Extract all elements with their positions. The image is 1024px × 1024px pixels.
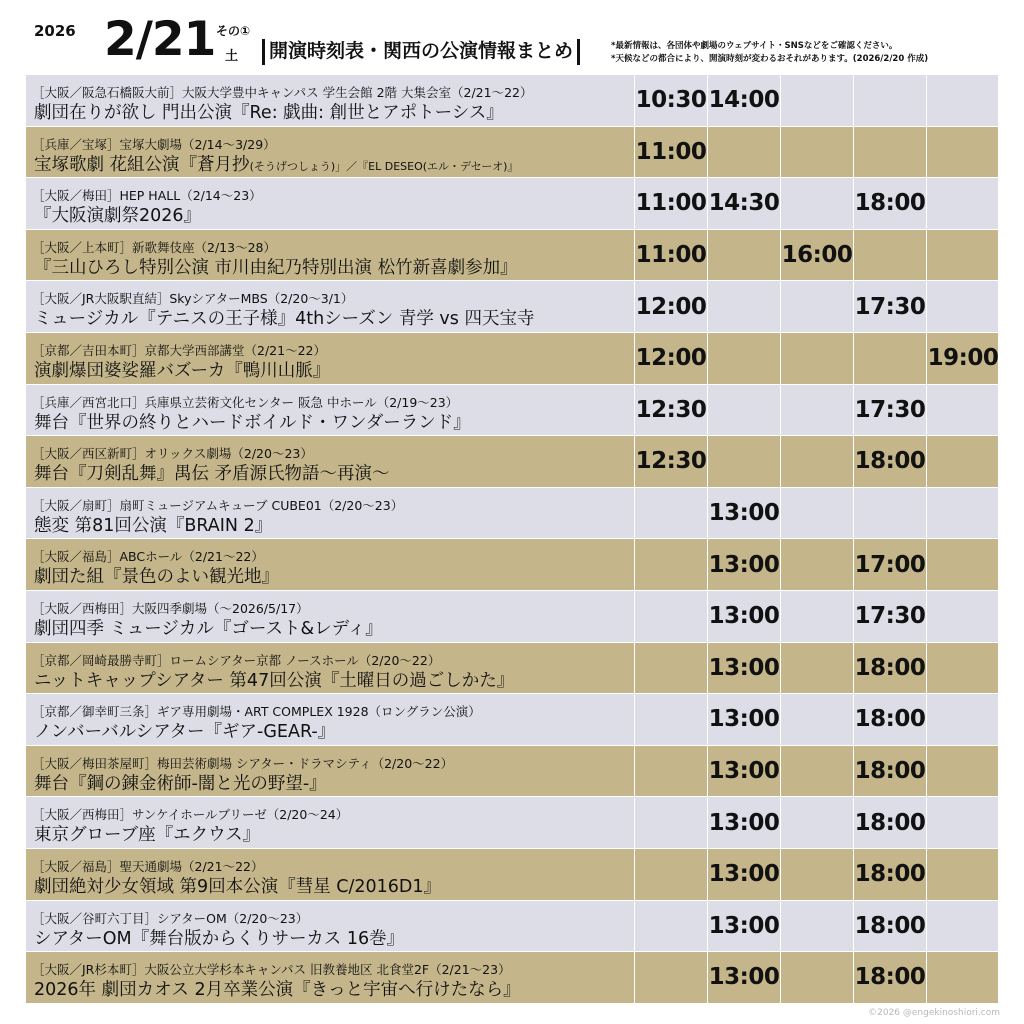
show-title (34, 254, 518, 279)
time-cell (707, 230, 780, 281)
time-cell (853, 230, 926, 281)
time-cell: 11:00 (634, 230, 707, 281)
page-title (258, 36, 584, 65)
time-cell: 18:00 (853, 849, 926, 900)
time-cell: 12:30 (634, 436, 707, 487)
time-cell (780, 75, 853, 126)
time-cell: 13:00 (707, 643, 780, 694)
time-cell (707, 333, 780, 384)
time-cell (707, 436, 780, 487)
time-cell (634, 746, 707, 797)
time-cell: 12:30 (634, 385, 707, 436)
show-info (26, 539, 634, 590)
venue-label: ［京都／吉田本町］京都大学西部講堂（2/21〜22） (32, 342, 326, 358)
time-cell: 18:00 (853, 797, 926, 848)
venue-label: ［京都／岡崎最勝寺町］ロームシアター京都 ノースホール（2/20〜22） (32, 652, 441, 668)
time-cell (926, 436, 999, 487)
table-row (26, 385, 998, 437)
table-row (26, 901, 998, 953)
table-row (26, 488, 998, 540)
show-title (34, 873, 441, 898)
time-cell (707, 127, 780, 178)
time-cell (634, 797, 707, 848)
venue-label: ［大阪／上本町］新歌舞伎座（2/13〜28） (32, 239, 276, 255)
show-title-note: (そうげつしょう)」／『EL DESEO(エル・デセーオ)』 (249, 159, 519, 173)
time-cell (780, 436, 853, 487)
show-title-text: 劇団四季 ミュージカル『ゴースト&レディ』 (34, 618, 383, 639)
show-title (34, 357, 330, 382)
table-row (26, 230, 998, 282)
venue-label: ［大阪／扇町］扇町ミュージアムキューブ CUBE01（2/20〜23） (32, 497, 404, 513)
time-cell: 13:00 (707, 952, 780, 1003)
part-label: その① (216, 24, 251, 38)
time-cell (634, 488, 707, 539)
show-info (26, 75, 634, 126)
time-cell (780, 746, 853, 797)
time-cell: 14:30 (707, 178, 780, 229)
time-cell: 17:30 (853, 591, 926, 642)
time-cell (926, 849, 999, 900)
show-info (26, 230, 634, 281)
time-cell (634, 539, 707, 590)
time-cell (780, 643, 853, 694)
table-row (26, 694, 998, 746)
venue-label: ［大阪／西梅田］サンケイホールブリーゼ（2/20〜24） (32, 807, 349, 823)
time-cell (926, 591, 999, 642)
table-row (26, 952, 998, 1004)
show-title (34, 770, 327, 795)
note-line: *天候などの都合により、開演時刻が変わるおそれがあります。(2026/2/20 作成) (611, 54, 929, 64)
time-cell (780, 385, 853, 436)
table-row (26, 127, 998, 179)
note-line: *最新情報は、各団体や劇場のウェブサイト・SNSなどをご確認ください。 (611, 41, 898, 51)
time-cell (926, 385, 999, 436)
time-cell (780, 333, 853, 384)
show-title-text: 舞台『世界の終りとハードボイルド・ワンダーランド』 (34, 412, 471, 433)
show-title-text: 宝塚歌劇 花組公演『蒼月抄 (34, 154, 250, 175)
time-cell: 14:00 (707, 75, 780, 126)
venue-label: ［大阪／梅田］HEP HALL（2/14〜23） (32, 188, 262, 204)
schedule-table (26, 75, 998, 1004)
time-cell (634, 952, 707, 1003)
show-title (34, 976, 521, 1001)
show-info (26, 488, 634, 539)
show-title (34, 202, 201, 227)
venue-label: ［兵庫／宝塚］宝塚大劇場（2/14〜3/29） (32, 136, 276, 152)
time-cell (926, 797, 999, 848)
show-info (26, 746, 634, 797)
table-row (26, 75, 998, 127)
show-title-text: ノンバーバルシアター『ギア-GEAR-』 (34, 722, 336, 743)
time-cell (634, 849, 707, 900)
venue-label: ［大阪／JR大阪駅直結］SkyシアターMBS（2/20〜3/1） (32, 291, 354, 307)
time-cell: 13:00 (707, 901, 780, 952)
time-cell: 13:00 (707, 694, 780, 745)
time-cell: 12:00 (634, 281, 707, 332)
time-cell (926, 746, 999, 797)
header (0, 0, 1024, 75)
show-info (26, 643, 634, 694)
show-title (34, 460, 390, 485)
show-title-text: 舞台『刀剣乱舞』禺伝 矛盾源氏物語〜再演〜 (34, 464, 390, 485)
time-cell: 18:00 (853, 178, 926, 229)
time-cell (853, 127, 926, 178)
time-cell: 13:00 (707, 797, 780, 848)
time-cell: 16:00 (780, 230, 853, 281)
time-cell: 11:00 (634, 127, 707, 178)
time-cell: 13:00 (707, 746, 780, 797)
show-title (34, 615, 383, 640)
venue-label: ［大阪／福島］ABCホール（2/21〜22） (32, 549, 264, 565)
show-title-text: 劇団絶対少女領域 第9回本公演『彗星 C/2016D1』 (34, 876, 442, 897)
table-row (26, 539, 998, 591)
time-cell (926, 694, 999, 745)
show-title-text: 2026年 劇団カオス 2月卒業公演『きっと宇宙へ行けたなら』 (34, 980, 521, 1001)
show-info (26, 178, 634, 229)
time-cell (853, 75, 926, 126)
time-cell: 17:30 (853, 281, 926, 332)
time-cell (780, 591, 853, 642)
show-info (26, 436, 634, 487)
show-title-text: 舞台『鋼の錬金術師-闇と光の野望-』 (34, 773, 327, 794)
show-info (26, 591, 634, 642)
time-cell: 17:30 (853, 385, 926, 436)
time-cell: 13:00 (707, 539, 780, 590)
show-title-text: 東京グローブ座『エクウス』 (34, 825, 261, 846)
table-row (26, 797, 998, 849)
show-title-text: 演劇爆団婆娑羅バズーカ『鴨川山脈』 (34, 360, 331, 381)
time-cell: 18:00 (853, 643, 926, 694)
show-title (34, 925, 404, 950)
show-title (34, 151, 518, 176)
table-row (26, 333, 998, 385)
show-title (34, 409, 471, 434)
show-title-text: 劇団在りが欲し 門出公演『Re: 戯曲: 創世とアポトーシス』 (34, 103, 504, 123)
time-cell (780, 849, 853, 900)
time-cell: 13:00 (707, 849, 780, 900)
venue-label: ［大阪／福島］聖天通劇場（2/21〜22） (32, 858, 264, 874)
notes (611, 40, 928, 66)
time-cell: 13:00 (707, 591, 780, 642)
venue-label: ［大阪／谷町六丁目］シアターOM（2/20〜23） (32, 910, 309, 926)
time-cell (634, 643, 707, 694)
time-cell: 18:00 (853, 694, 926, 745)
table-row (26, 591, 998, 643)
time-cell (853, 488, 926, 539)
show-title-text: ミュージカル『テニスの王子様』4thシーズン 青学 vs 四天宝寺 (34, 309, 535, 330)
show-title-text: ニットキャップシアター 第47回公演『土曜日の過ごしかた』 (34, 670, 515, 691)
date-label: 2/21 (104, 12, 216, 67)
table-row (26, 849, 998, 901)
time-cell (926, 230, 999, 281)
show-title (34, 667, 514, 692)
table-row (26, 436, 998, 488)
time-cell (853, 333, 926, 384)
time-cell (926, 901, 999, 952)
show-info (26, 797, 634, 848)
table-row (26, 281, 998, 333)
show-title-text: 『大阪演劇祭2026』 (34, 206, 202, 227)
time-cell: 18:00 (853, 746, 926, 797)
venue-label: ［大阪／JR杉本町］大阪公立大学杉本キャンパス 旧教養地区 北食堂2F（2/21〜23） (32, 962, 511, 978)
show-title (34, 563, 279, 588)
table-row (26, 643, 998, 695)
time-cell (780, 127, 853, 178)
copyright: ©2026 @engekinoshiori.com (868, 1008, 1000, 1018)
show-title-text: 劇団た組『景色のよい観光地』 (34, 567, 279, 588)
show-title-text: 態変 第81回公演『BRAIN 2』 (34, 515, 273, 536)
time-cell: 18:00 (853, 952, 926, 1003)
time-cell (780, 281, 853, 332)
show-title (34, 821, 260, 846)
time-cell (926, 643, 999, 694)
weekday-label: 土 (225, 49, 239, 64)
time-cell (926, 488, 999, 539)
venue-label: ［大阪／阪急石橋阪大前］大阪大学豊中キャンパス 学生会館 2階 大集会室（2/21〜22） (32, 85, 533, 100)
show-info (26, 901, 634, 952)
time-cell (780, 178, 853, 229)
divider (262, 39, 265, 65)
time-cell: 11:00 (634, 178, 707, 229)
time-cell (926, 127, 999, 178)
time-cell (926, 952, 999, 1003)
show-info (26, 694, 634, 745)
venue-label: ［京都／御幸町三条］ギア専用劇場・ART COMPLEX 1928（ロングラン公演） (32, 704, 481, 720)
venue-label: ［大阪／梅田茶屋町］梅田芸術劇場 シアター・ドラマシティ（2/20〜22） (32, 755, 454, 771)
show-title (34, 305, 534, 330)
time-cell: 17:00 (853, 539, 926, 590)
show-title (34, 718, 335, 743)
time-cell (634, 901, 707, 952)
time-cell (780, 952, 853, 1003)
time-cell: 10:30 (634, 75, 707, 126)
venue-label: ［兵庫／西宮北口］兵庫県立芸術文化センター 阪急 中ホール（2/19〜23） (32, 394, 459, 410)
venue-label: ［大阪／西梅田］大阪四季劇場（〜2026/5/17） (32, 600, 309, 616)
show-title (34, 99, 504, 124)
show-info (26, 849, 634, 900)
table-row (26, 746, 998, 798)
show-info (26, 385, 634, 436)
time-cell: 13:00 (707, 488, 780, 539)
time-cell: 18:00 (853, 901, 926, 952)
time-cell (634, 591, 707, 642)
time-cell (780, 797, 853, 848)
time-cell (780, 488, 853, 539)
time-cell (926, 178, 999, 229)
show-title-text: 『三山ひろし特別公演 市川由紀乃特別出演 松竹新喜劇参加』 (34, 257, 518, 278)
time-cell: 19:00 (926, 333, 999, 384)
time-cell (707, 281, 780, 332)
time-cell (926, 75, 999, 126)
show-title (34, 512, 272, 537)
time-cell: 12:00 (634, 333, 707, 384)
time-cell (634, 694, 707, 745)
time-cell (926, 539, 999, 590)
time-cell (926, 281, 999, 332)
table-row (26, 178, 998, 230)
show-info (26, 281, 634, 332)
time-cell: 18:00 (853, 436, 926, 487)
divider (577, 39, 580, 65)
time-cell (780, 539, 853, 590)
show-title-text: シアターOM『舞台版からくりサーカス 16巻』 (34, 928, 405, 949)
venue-label: ［大阪／西区新町］オリックス劇場（2/20〜23） (32, 446, 313, 462)
show-info (26, 952, 634, 1003)
time-cell (780, 901, 853, 952)
time-cell (707, 385, 780, 436)
show-info (26, 127, 634, 178)
show-info (26, 333, 634, 384)
year-label: 2026 (34, 22, 76, 40)
page-title-text: 開演時刻表・関西の公演情報まとめ (269, 40, 574, 62)
time-cell (780, 694, 853, 745)
